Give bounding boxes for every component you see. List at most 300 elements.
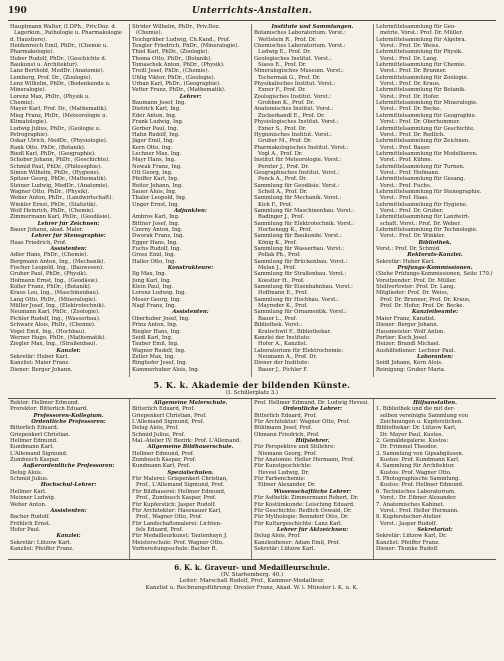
- column-2: [130, 24, 252, 377]
- text-line: Mieg Franz, PhDr., (Meteorologie u.: [10, 112, 108, 119]
- text-line: Bacher Rudolf.: [10, 514, 50, 521]
- text-line: 4. Sammlung für Architektur.: [376, 463, 455, 470]
- text-line: Für Anatomie: Heller Hermann, Prof.: [254, 457, 355, 464]
- section-heading: Assistenten:: [50, 246, 87, 253]
- section-heading: Kanzlei:: [56, 533, 81, 540]
- text-line: Exner F., Prof. Dr.: [258, 87, 306, 94]
- text-line: Prof., Wagner Otto, Prof.: [136, 514, 203, 521]
- upper-columns: [8, 24, 496, 377]
- text-line: Weber Anton.: [10, 501, 47, 508]
- page-number: 190: [8, 6, 27, 16]
- text-line: Vetter Franz, PhDr., (Mathematik).: [132, 87, 226, 94]
- text-line: Physikalisches Institut. Vorst.:: [254, 81, 336, 88]
- text-line: Eibner Alexander, Dr.: [258, 482, 316, 489]
- text-line: Rank Otto, PhDr., (Botanik).: [10, 144, 86, 151]
- text-line: Sammlung für Straßenbau. Vorst.:: [254, 271, 347, 278]
- text-line: König K., Prof.: [258, 239, 297, 246]
- text-line: Vorst.: Prof. Dr. Gruber.: [380, 207, 444, 214]
- text-line: Für Ästhetik: Zimmermann Robert, Dr.: [254, 495, 359, 502]
- text-line: Hausmeister: Wolf Anton.: [376, 328, 446, 335]
- section-heading: Spezialschulen.: [167, 469, 214, 476]
- text-line: Schober Johann, PhDr., (Geschichte).: [10, 157, 110, 164]
- text-line: Griepenkerl Christian.: [10, 431, 71, 438]
- text-line: 1. Bibliothek und die mit der-: [376, 406, 456, 413]
- text-line: Diener: Berger Johann.: [376, 322, 439, 329]
- text-line: fels Eduard, Prof.: [136, 526, 184, 533]
- text-line: Griepenkerl Christian, Prof.: [132, 412, 207, 419]
- text-line: Ringhofer Josef, Ing.: [132, 360, 188, 367]
- text-line: Sammlung für Hochbau. Vorst.:: [254, 296, 339, 303]
- text-line: Frank Ludwig, Ing.: [132, 119, 184, 126]
- text-line: Penck A., Prof. Dr.: [258, 176, 307, 183]
- text-line: Ludwig Julius, PhDr., (Geologie u.: [10, 125, 101, 132]
- text-line: Zimmermann Karl, PhDr., (Geodäsie).: [10, 214, 112, 221]
- text-line: Jung Karl, Ing.: [132, 277, 172, 284]
- text-line: Schell A., Prof. Dr.: [258, 188, 308, 195]
- text-line: Dr. Mayer Paul, Kustos.: [380, 431, 444, 438]
- text-line: Sekretär: Huber Karl.: [10, 353, 69, 360]
- text-line: 6. Technisches Laboratorium.: [376, 488, 456, 495]
- text-line: Lorenz Max, PhDr., (Physik u.: [10, 93, 90, 100]
- text-line: Wettstein R., Prof. Dr.: [258, 36, 317, 43]
- text-line: Vorst.: Prof. Dr. Weiss.: [380, 43, 441, 50]
- text-line: Riegler Hans, Ing.: [132, 328, 182, 335]
- text-line: Schmid Julius.: [10, 476, 49, 483]
- text-line: Lehrmittelsammlung für Geo-: [376, 24, 456, 30]
- section-heading: Hilfsanstalten.: [413, 400, 457, 406]
- text-line: Vorst.: Prof. Heller Hermann.: [380, 507, 459, 514]
- text-line: Vorst.: Prof. Dr. Oberhummer.: [380, 119, 461, 126]
- text-line: Vorst.: Prof. Fuchs.: [380, 182, 432, 189]
- text-line: Lehrmittelsammlung für Turnen.: [376, 163, 465, 170]
- section-heading: Assistenten:: [172, 309, 209, 316]
- text-line: Wolf Heinrich, PhDr., (Chemie).: [10, 207, 95, 214]
- text-line: Lehrmittelsammlung für Chemie.: [376, 62, 466, 69]
- text-line: Bibliothek. Vorst.:: [254, 322, 303, 329]
- text-line: Wagner Rudolf, Ing.: [132, 347, 186, 354]
- text-line: 5. Photographische Sammlung.: [376, 476, 461, 483]
- text-line: Lehrmittelsammlung für Landwirt-: [376, 214, 470, 221]
- text-line: Für Kupferstich: Jasper Rudolf.: [132, 501, 216, 508]
- text-line: Geographisches Institut. Vorst.:: [254, 169, 340, 176]
- text-line: Chemie).: [10, 100, 35, 107]
- text-line: Lehrmittelsammlung für Zeichnen.: [376, 138, 471, 145]
- text-line: Koestler H., Prof.: [258, 277, 305, 284]
- text-line: Vogl A., Prof. Dr.: [258, 150, 303, 157]
- text-line: Ott Georg, Ing.: [132, 169, 173, 176]
- text-line: Kanzlist: Pfeiffer Franz.: [10, 545, 74, 552]
- text-line: Hofmann Ernst, Ing., (Geodäsie).: [10, 277, 99, 284]
- text-line: Gruber M., Prof. Dr.: [258, 138, 312, 145]
- text-line: Lehrmittelsammlung für Technologie.: [376, 227, 478, 233]
- text-line: Vorst.: Prof. Kühne.: [380, 157, 433, 164]
- text-line: Für Malerei: Griepenkerl Christian,: [132, 476, 228, 483]
- text-line: Institut für Meteorologie. Vorst.:: [254, 157, 342, 164]
- academy-column-2: [130, 399, 252, 559]
- text-line: Seidl Johann, Kern Alois.: [376, 360, 443, 367]
- text-line: Hofer A., Kanzlist.: [258, 341, 308, 348]
- text-line: Für Bildhauerei: Hellmer Edmund,: [132, 488, 226, 495]
- text-line: Kratochwil F., Bibliothekar.: [258, 328, 332, 335]
- text-line: Mayreder K., Prof.: [258, 303, 308, 310]
- text-line: Kick F., Prof.: [258, 201, 293, 208]
- text-line: Gross Emil, Ing.: [132, 252, 176, 259]
- page-title: Unterrichts-Anstalten.: [191, 6, 313, 16]
- text-line: schaft. Vorst.: Prof. Dr. Weber.: [380, 220, 462, 227]
- text-line: Sammlung für Mechanik. Vorst.:: [254, 195, 342, 202]
- text-line: Lehrmittelsammlung für Hygiene.: [376, 201, 468, 208]
- text-line: Anatomisches Institut. Vorst.:: [254, 106, 334, 113]
- text-line: Nagl Franz, Ing.: [132, 303, 177, 310]
- text-line: Mal.-Atelier IV. Bezirk: Prof. L'Allemand.: [132, 438, 241, 445]
- academy-address: (I. Schillerplatz 3.): [225, 390, 279, 396]
- text-line: Fuchs Rudolf, Ing.: [132, 246, 182, 253]
- section-heading: Lehrer:: [179, 93, 202, 100]
- text-line: Hofer Paul.: [10, 526, 41, 533]
- text-line: Für Medailleurkunst: Tautenhayn J.: [132, 533, 228, 540]
- text-line: Chemisches Laboratorium. Vorst.:: [254, 43, 346, 50]
- text-line: Jäger Emil, Ing.: [132, 138, 175, 145]
- text-line: Zumbusch Kaspar.: [10, 457, 60, 464]
- text-line: Werner Hugo, PhDr., (Mathematik).: [10, 334, 106, 341]
- text-line: Reiter Johann, Ing.: [132, 182, 183, 189]
- text-line: Kundmann Karl.: [10, 444, 54, 451]
- text-line: Für Kulturgeschichte: Lanz Karl.: [254, 520, 343, 527]
- text-line: Lehrmittelsammlung für Algebra.: [376, 36, 467, 43]
- text-line: Ambros Karl, Ing.: [132, 214, 180, 221]
- column-1: [8, 24, 130, 377]
- text-line: Tomaschek Anton, PhDr., (Physik).: [132, 62, 225, 69]
- section-heading: Lehrer für Zeichnen:: [37, 220, 100, 227]
- text-line: Klimatologie).: [10, 119, 48, 126]
- text-line: Hauptmann Walter, (I.DPh., Priv.Doz. d.: [10, 24, 117, 30]
- text-line: Heizer: Brandl Michael.: [376, 341, 441, 348]
- gravure-line: Leiter: Marschall Rudolf, Prof., Kammer-Medailleur.: [179, 578, 325, 584]
- text-line: Pharmakologie).: [10, 49, 55, 56]
- text-line: Für Farbenchemie:: [254, 476, 306, 483]
- text-line: Lehrmittelsammlung für Zoologie.: [376, 74, 469, 81]
- text-line: Vorst.: Prof. Hofmann.: [380, 169, 440, 176]
- text-line: Bergmann Anton, Ing., (Mechanik).: [10, 258, 106, 265]
- text-line: L'Allemand Sigmund.: [10, 450, 68, 457]
- section-heading: Professoren-Kollegium.: [33, 412, 104, 419]
- section-heading: Kanzleibeamte:: [411, 309, 459, 316]
- section-heading: Allgemeine Malerschule.: [153, 400, 228, 406]
- text-line: Unger Ernst, Ing.: [132, 201, 180, 208]
- text-line: Tengler Friedrich, PhDr., (Mineralogie).: [132, 43, 239, 50]
- text-line: Wagner Otto, PhDr., (Physik).: [10, 188, 90, 195]
- section-heading: Lehrer für Stenographie:: [31, 233, 106, 240]
- text-line: Kanzlei der Institute:: [254, 334, 311, 341]
- text-line: Bibliothekar: Dr. Lützow Karl,: [376, 425, 457, 432]
- text-line: Sammlung für Eisenbahnbau. Vorst.:: [254, 284, 353, 291]
- text-line: Vorst.: Prof. Dr. Schmid.: [376, 246, 441, 253]
- text-line: Pharmakologisches Institut. Vorst.:: [254, 144, 349, 151]
- text-line: Rektor: Hellmer Edmund.: [10, 400, 80, 406]
- text-line: Lehrmittelsammlung für Botanik.: [376, 87, 466, 94]
- text-line: 7. Anatomisches Kabinet.: [376, 501, 445, 508]
- text-line: Vorst.: Jasper Rudolf.: [380, 520, 437, 527]
- text-line: Für Landschaftsmalerei: Lichten-: [132, 520, 222, 527]
- section-heading: Konstrukteure:: [167, 265, 214, 272]
- section-heading: Kanzlei:: [56, 347, 81, 354]
- text-line: Tschermak G., Prof. Dr.: [258, 74, 321, 81]
- text-line: Koller Franz, PhDr., (Botanik).: [10, 284, 92, 291]
- text-line: Seidl Karl, Ing.: [132, 334, 173, 341]
- text-line: Lehrmittelsammlung für Physik.: [376, 49, 463, 56]
- text-line: Exner S., Prof. Dr.: [258, 125, 307, 132]
- text-line: Physiologisches Institut. Vorst.:: [254, 119, 339, 126]
- text-line: Vorst.: Prof. Dr. Hofer.: [380, 93, 440, 100]
- text-line: Müller Josef, Ing., (Elektrotechnik).: [10, 303, 106, 310]
- text-line: Sauer Alois, Ing.: [132, 188, 177, 195]
- text-line: L'Allemand Sigmund, Prof.: [132, 419, 205, 426]
- text-line: Kammerhuber Alois, Ing.: [132, 366, 200, 373]
- text-line: Hellmer Edmund, Prof.: [132, 450, 195, 457]
- text-line: Schwarz Alois, PhDr., (Chemie).: [10, 322, 96, 329]
- text-line: Teichgräber Ludwig, Ch.Kand., Prof.: [132, 36, 231, 43]
- text-line: Vorst.: Prof. Bauer.: [380, 144, 431, 151]
- text-line: Bitterlich Eduard.: [10, 425, 59, 432]
- text-line: Oberhuber Josef, Ing.: [132, 315, 190, 322]
- text-line: Lenz Wilhelm, PhDr., (Bodenkunde u.: [10, 81, 111, 88]
- text-line: Treitl Josef, PhDr., (Chemie).: [132, 68, 210, 75]
- section-heading: Hochschul-Lehrer:: [40, 482, 97, 489]
- text-line: Sammlung für Geodäsie. Vorst.:: [254, 182, 340, 189]
- text-line: Kustos: Prof. Kundmann Karl.: [380, 457, 460, 464]
- text-line: Lehrmittelsammlung für Modellieren.: [376, 150, 478, 157]
- academy-section-title: 5. K. k. Akademie der bildenden Künste.: [153, 380, 351, 390]
- text-line: Steiner Ludwig, MedDr., (Anatomie).: [10, 182, 110, 189]
- text-line: 2. Gemäldegalerie. Kustos:: [376, 438, 449, 445]
- section-heading: Lehrer für Aktzeichnen:: [276, 526, 349, 533]
- section-heading: Adjunkten:: [174, 207, 207, 214]
- text-line: Delug Alois.: [10, 469, 43, 476]
- text-line: Ludwig E., Prof. Dr.: [258, 49, 311, 56]
- section-heading: Sekretariat:: [417, 526, 453, 533]
- text-line: Egger Hans, Ing.: [132, 239, 178, 246]
- text-line: Melan J., Prof.: [258, 265, 297, 272]
- text-line: Prof., L'Allemand Sigmund, Prof.: [136, 482, 225, 489]
- text-line: Petrographie).: [10, 131, 49, 138]
- text-line: Vorst.: Prof. Dr. Winkler.: [380, 233, 446, 240]
- text-line: 8. Kupferstecher-Atelier.: [376, 514, 442, 521]
- text-line: Vorst.: Prof. Dr. Redlich.: [380, 131, 446, 138]
- text-line: Kraus Leo, Ing., (Maschinenbau).: [10, 290, 100, 297]
- text-line: Meisterschule: Prof. Wagner Otto.: [132, 539, 224, 546]
- column-4: [374, 24, 496, 377]
- text-line: Diener: Berger Johann.: [10, 366, 73, 373]
- text-line: Vorsitzender: Prof. Dr. Müller.: [376, 277, 457, 284]
- text-line: Sammlung für Baukunde. Vorst.:: [254, 233, 342, 240]
- text-line: Tauber Emil, Ing.: [132, 341, 179, 348]
- text-line: Adler Hans, PhDr., (Chemie).: [10, 252, 89, 259]
- text-line: (Siehe Prüfungs-Kommissionen, Seite 170.): [376, 271, 493, 278]
- text-line: Botanisches Laboratorium. Vorst.:: [254, 30, 346, 37]
- text-line: Eder Anton, Ing.: [132, 112, 177, 119]
- text-line: Fischer Leopold, Ing., (Bauwesen).: [10, 265, 104, 272]
- text-line: Thaler Leopold, Ing.: [132, 195, 187, 202]
- text-line: Hochenegg K., Prof.: [258, 227, 313, 233]
- text-line: Kanzlist: Pfeiffer Franz.: [376, 539, 440, 546]
- text-line: Lang Otto, PhDr., (Mineralogie).: [10, 296, 97, 303]
- text-line: Strider Wilhelm, PhDr., Priv.Doz.: [132, 24, 221, 30]
- text-line: Neumann Karl, PhDr., (Zoologie).: [10, 309, 100, 316]
- academy-column-4: [374, 399, 496, 559]
- text-line: Pichler Rudolf, Ing., (Wasserbau).: [10, 315, 101, 322]
- text-line: Bauer L., Prof.: [258, 315, 298, 322]
- text-line: Bitterlich Eduard, Prof.: [132, 406, 195, 413]
- text-line: Bühlmann Josef, Prof.: [254, 425, 313, 432]
- text-line: Lehrmittelsammlung für Geographie.: [376, 112, 477, 119]
- almanac-page: [8, 6, 496, 655]
- text-line: Portier: Koch Josef.: [376, 334, 428, 341]
- text-line: Sammlung für Wasserbau. Vorst.:: [254, 246, 344, 253]
- section-heading: Assistenten:: [50, 507, 87, 514]
- text-line: Für Kostümkunde: Leisching Eduard.: [254, 501, 355, 508]
- text-line: Dworak Franz, Ing.: [132, 233, 185, 240]
- text-line: Mineralogie).: [10, 87, 47, 94]
- text-line: Vorst.: Prof. Haas.: [380, 195, 429, 202]
- text-line: Riedl Karl, PhDr., (Geographie).: [10, 150, 96, 157]
- text-line: Sekretär: Huber Karl.: [376, 258, 435, 265]
- text-line: Haller Otto, Ing.: [132, 258, 177, 265]
- text-line: Thiel Karl, PhDr., (Zoologie).: [132, 49, 210, 56]
- text-line: Huber Rudolf, PhDr., (Geschichte d.: [10, 55, 107, 62]
- text-line: Schmid Julius, Prof.: [132, 431, 185, 438]
- text-line: Bauer J., Pichler F.: [258, 366, 308, 373]
- text-line: Hygienisches Institut. Vorst.:: [254, 131, 333, 138]
- text-line: Zuckerkandl E., Prof. Dr.: [258, 112, 325, 119]
- section-heading: Wissenschaftliche Lehrer:: [273, 488, 352, 495]
- text-line: Ziegler Max, Ing., (Straßenbau).: [10, 341, 98, 348]
- text-line: Für Mythologie: Benndorf Otto, Dr.: [254, 514, 349, 521]
- section-heading: Prüfungs-Kommissionen.: [397, 265, 473, 272]
- text-line: Klein Paul, Ing.: [132, 284, 174, 291]
- text-line: Urban Karl, PhDr., (Geographie).: [132, 81, 221, 88]
- text-line: Grobben K., Prof. Dr.: [258, 100, 315, 107]
- text-line: metrie. Vorst.: Prof. Dr. Müller.: [380, 30, 464, 37]
- text-line: d. Haustiere).: [10, 36, 48, 43]
- text-line: Simon Wilhelm, PhDr., (Hygiene).: [10, 169, 101, 176]
- text-line: Hahn Rudolf, Ing.: [132, 131, 180, 138]
- text-line: Suess E., Prof. Dr.: [258, 62, 307, 69]
- text-line: Bauer Johann, akad. Maler.: [10, 227, 84, 233]
- section-heading: Rektorats-Kanzlei.: [407, 252, 463, 259]
- text-line: Mayer Karl, Prof. Dr., (Mathematik).: [10, 106, 108, 113]
- text-line: Vorst.: Prof. Dr. Lang.: [380, 55, 439, 62]
- text-line: Zeller Max, Ing.: [132, 353, 176, 360]
- text-line: Neumann A., Prof. Dr.: [258, 353, 318, 360]
- text-line: Kanzleidiener: Adam Emil, Prof.: [254, 539, 341, 546]
- text-line: Pollak Ph., Prof.: [258, 252, 301, 259]
- text-line: Zeichnungen u. Kupferstichen.: [380, 419, 463, 426]
- text-line: Bittner Josef, Ing.: [132, 220, 180, 227]
- text-line: Prof. Dr. Brunner, Prof. Dr. Kraus,: [380, 296, 471, 303]
- text-line: Ilg Max, Ing.: [132, 271, 167, 278]
- text-line: Kundmann Karl, Prof.: [132, 463, 191, 470]
- text-line: Moser Georg, Ing.: [132, 296, 182, 303]
- text-line: Spitzer Georg, PhDr., (Mathematik).: [10, 176, 108, 183]
- text-line: Prof. Dr. Hofer, Prof. Dr. Becke.: [380, 303, 465, 310]
- text-line: Sekretär: Lützow Karl.: [10, 539, 72, 546]
- text-line: Gruber Paul, PhDr., (Physik).: [10, 271, 88, 278]
- text-line: Schmid Paul, PhDr., (Philosophie).: [10, 163, 102, 170]
- text-line: Hellmer Karl.: [10, 488, 47, 495]
- text-line: Lemberg, Prof. Dr., (Zoologie).: [10, 74, 93, 81]
- text-line: Nowak Franz, Ing.: [132, 163, 182, 170]
- text-line: Vorbereitungsschule: Bacher R.: [132, 545, 218, 552]
- text-line: Für Architektur: Wagner Otto, Prof.: [254, 419, 350, 426]
- text-line: Bitterlich Eduard, Prof.: [254, 412, 317, 419]
- text-line: Geologisches Institut. Vorst.:: [254, 55, 332, 62]
- text-line: Mineralogisches Museum. Vorst.:: [254, 68, 344, 75]
- text-line: Uhlig Viktor, PhDr., (Geologie).: [132, 74, 216, 81]
- text-line: Prof., Zumbusch Kaspar, Prof.: [136, 495, 217, 502]
- text-line: Niemann Georg, Prof.: [258, 450, 317, 457]
- text-line: selben vereinigte Sammlung von: [380, 412, 469, 419]
- text-line: Sekretär: Lützow Karl, Dr.: [376, 533, 447, 540]
- text-line: Maier Franz, Kanzlist.: [376, 315, 436, 322]
- text-line: Sammlung für Ornamentik. Vorst.:: [254, 309, 347, 316]
- text-line: Meixner Ludwig.: [10, 495, 56, 502]
- text-line: Lehrmittelsammlung für Mineralogie.: [376, 100, 478, 107]
- text-line: Weber Anton, PhDr., (Landwirtschaft).: [10, 195, 113, 202]
- academy-columns: [8, 398, 496, 560]
- text-line: Lagerkun., Pathologie u. Pharmakologie: [14, 30, 122, 37]
- text-line: Radinger J., Prof.: [258, 214, 305, 221]
- section-heading: Außerordentliche Professoren:: [22, 463, 115, 470]
- gravure-line: Kanzlist u. Rechnungsführung: Drexler Franz, Akad. W. i. Münster i. K. u. K.: [145, 585, 359, 591]
- text-line: Hoffmann E., Prof.: [258, 290, 308, 297]
- text-line: Mayr Hans, Ing.: [132, 157, 176, 164]
- text-line: Zoologisches Institut. Vorst.:: [254, 93, 332, 100]
- text-line: Diener der Institute:: [254, 360, 310, 367]
- text-line: Kern Otto, Ing.: [132, 144, 173, 151]
- section-heading: Ordentliche Lehrer:: [283, 406, 342, 413]
- text-line: Prinz Anton, Ing.: [132, 322, 178, 329]
- text-line: Kustos: Prof. Hellmer Edmund.: [380, 482, 464, 489]
- text-line: Sammlung für Elektrotechnik. Vorst.:: [254, 220, 355, 227]
- section-heading: Bibliothek.: [418, 239, 452, 246]
- text-line: Ohmann Friedrich, Prof.: [254, 431, 320, 438]
- text-line: Lehrmittelsammlung für Geschichte.: [376, 125, 475, 132]
- text-line: Czerny Anton, Ing.: [132, 227, 183, 233]
- gravure-address: (IV. Starhemberg. 40.): [220, 572, 284, 578]
- text-line: Für Architektur: Hasenauer Karl,: [132, 507, 222, 514]
- academy-column-3: [252, 399, 374, 559]
- section-heading: Laboranten:: [416, 353, 454, 360]
- text-line: Baumann Josef, Ing.: [132, 100, 187, 107]
- text-line: Prof. Hellmer Edmund, Dr. Ludwig Hevesi.: [254, 400, 369, 406]
- text-line: Lorenz Ludwig, Ing.: [132, 290, 187, 297]
- text-line: Stellvertreter: Prof. Dr. Lang.: [376, 284, 456, 291]
- academy-column-1: [8, 399, 130, 559]
- text-line: Vogel Emil, Ing., (Hochbau).: [10, 328, 86, 335]
- text-line: Prorektor: Bitterlich Eduard.: [10, 406, 88, 413]
- text-line: Lechner Max, Ing.: [132, 150, 182, 157]
- column-3: [252, 24, 374, 377]
- text-line: Delug Alois, Prof.: [132, 425, 179, 432]
- text-line: Vorst.: Prof. Dr. Kraus.: [380, 81, 441, 88]
- text-line: Vorst.: Prof. Dr. Brunner.: [380, 68, 447, 75]
- text-line: Laboratorium für Elektrochemie:: [254, 347, 344, 354]
- text-line: Pfeiffer Karl, Ing.: [132, 176, 179, 183]
- text-line: Vorst.: Dr. Eibner Alexander.: [380, 495, 457, 502]
- text-line: Haas Friedrich, Prof.: [10, 239, 67, 246]
- text-line: Mitglieder: Prof. Dr. Weiss,: [376, 290, 449, 297]
- gravure-section-title: 6. K. k. Graveur- und Medailleurschule.: [174, 563, 330, 572]
